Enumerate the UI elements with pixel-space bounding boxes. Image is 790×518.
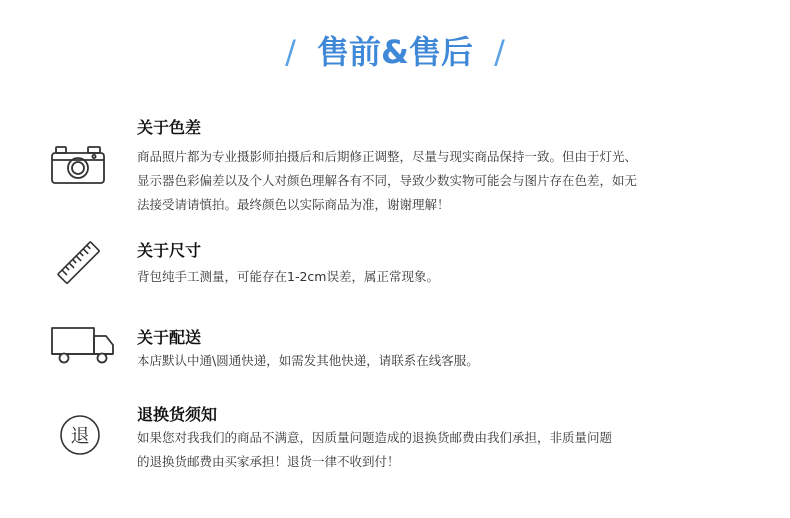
page-title xyxy=(0,28,790,76)
section-heading: 关于色差 xyxy=(137,118,202,137)
section-body xyxy=(137,265,737,289)
section-heading: 退换货须知 xyxy=(137,405,218,424)
body-line: 法接受请请慎拍。最终颜色以实际商品为准，谢谢理解！ xyxy=(137,197,450,212)
body-line: 本店默认中通\圆通快递，如需发其他快递，请联系在线客服。 xyxy=(137,353,479,368)
section-body xyxy=(137,426,737,474)
title-slash-right: / xyxy=(494,33,505,71)
section-heading: 关于尺寸 xyxy=(137,241,202,260)
camera-icon xyxy=(50,144,106,186)
title-slash-left: / xyxy=(285,33,296,71)
return-icon xyxy=(58,413,102,457)
truck-icon xyxy=(50,324,116,366)
body-line: 商品照片都为专业摄影师拍摄后和后期修正调整，尽量与现实商品保持一致。但由于灯光、 xyxy=(137,149,638,164)
ruler-icon xyxy=(54,238,104,288)
title-text: 售前&售后 xyxy=(317,33,473,71)
body-line: 的退换货邮费由买家承担！退货一律不收到付！ xyxy=(137,454,400,469)
section-heading: 关于配送 xyxy=(137,328,202,347)
section-body xyxy=(137,145,737,217)
section-body xyxy=(137,349,737,373)
body-line: 显示器色彩偏差以及个人对颜色理解各有不同，导致少数实物可能会与图片存在色差，如无 xyxy=(137,173,638,188)
body-line: 背包纯手工测量，可能存在1-2cm误差，属正常现象。 xyxy=(137,269,439,284)
body-line: 如果您对我我们的商品不满意，因质量问题造成的退换货邮费由我们承担，非质量问题 xyxy=(137,430,613,445)
return-icon-char: 退 xyxy=(70,425,90,447)
